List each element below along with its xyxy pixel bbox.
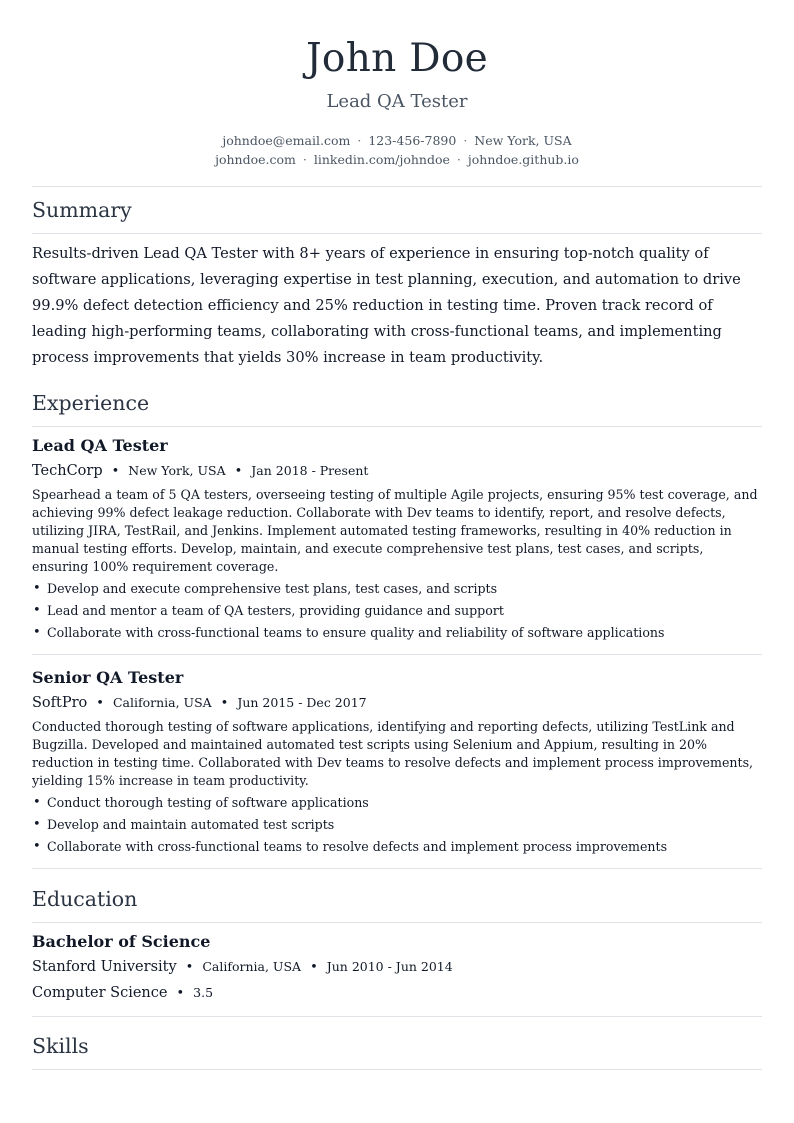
location-text: New York, USA [474,133,572,148]
divider [32,1016,762,1017]
separator: · [357,133,362,148]
bullet-separator: • [96,696,104,711]
job-meta [32,461,762,482]
experience-heading: Experience [32,391,150,415]
job-title: Senior QA Tester [32,668,184,687]
list-item: • Collaborate with cross-functional teams to resolve defects and implement process improvements [32,836,762,858]
education-section [32,886,762,1017]
website-link[interactable]: johndoe.com [215,152,296,167]
divider [32,922,762,923]
school-name: Stanford University [32,959,177,975]
field-of-study: Computer Science [32,985,168,1001]
job-description: Spearhead a team of 5 QA testers, overseeing testing of multiple Agile projects, ensuring 95% test coverage, and achieving 99% defect leakage reduction. Collaborate with Dev teams to identify, report, and resolve defects, utilizing JIRA, TestRail, and Jenkins. Implement automated testing frameworks, resulting in 40% reduction in manual testing efforts. Develop, maintain, and execute comprehensive test plans, test cases, and scripts, ensuring 100% requirement coverage. [32,487,758,574]
linkedin-link[interactable]: linkedin.com/johndoe [313,152,450,167]
job-description: Conducted thorough testing of software applications, identifying and reporting defects, utilizing TestLink and Bugzilla. Developed and maintained automated test scripts using Selenium and Appium, resulting in 20% reduction in testing time. Collaborated with Dev teams to resolve defects and implement process improvements, yielding 15% increase in team productivity. [32,719,754,788]
email-link[interactable]: johndoe@email.com [222,133,351,148]
bullet-separator: • [310,960,318,975]
skills-heading: Skills [32,1034,89,1058]
list-item: • Collaborate with cross-functional teams to ensure quality and reliability of software applications [32,622,762,644]
list-item: • Lead and mentor a team of QA testers, providing guidance and support [32,600,762,622]
summary-heading: Summary [32,198,132,222]
divider [32,1069,762,1070]
divider [32,654,762,655]
resume-header [32,0,762,169]
company-name: TechCorp [32,463,103,479]
candidate-name: John Doe [306,36,488,81]
bullet-separator: • [185,960,194,975]
experience-section [32,390,762,869]
divider [32,233,762,234]
candidate-title: Lead QA Tester [326,91,468,112]
contact-row-1 [32,131,762,150]
education-heading: Education [32,887,138,911]
divider [32,426,762,427]
degree-title: Bachelor of Science [32,932,211,951]
phone-text: 123-456-7890 [368,133,457,148]
list-item: • Develop and maintain automated test scripts [32,814,762,836]
education-field-line [32,983,762,1004]
contact-info [32,131,762,169]
summary-text: Results-driven Lead QA Tester with 8+ years of experience in ensuring top-notch quality of software applications, leveraging expertise in test planning, execution, and automation to drive 99.9% defect detection efficiency and 25% reduction in testing time. Proven track record of leading high-performing teams, collaborating with cross-functional teams, and implementing process improvements that yields 30% increase in team productivity. [32,245,741,366]
education-meta [32,957,762,978]
bullet-separator: • [111,464,120,479]
job-location: California, USA [112,695,212,710]
job-dates: Jun 2015 - Dec 2017 [237,695,367,710]
school-location: California, USA [202,959,302,974]
list-item: • Conduct thorough testing of software applications [32,792,762,814]
skills-section [32,1033,762,1070]
gpa-value: 3.5 [193,985,214,1000]
company-name: SoftPro [32,695,88,711]
job-bullets [32,578,762,644]
separator: · [463,133,468,148]
separator: · [302,152,307,167]
job-dates: Jan 2018 - Present [251,463,369,478]
job-meta [32,693,762,714]
divider [32,868,762,869]
contact-row-2 [32,150,762,169]
separator: · [456,152,461,167]
list-item: • Develop and execute comprehensive test plans, test cases, and scripts [32,578,762,600]
job-bullets [32,792,762,858]
job-entry [32,667,762,858]
job-location: New York, USA [128,463,226,478]
education-dates: Jun 2010 - Jun 2014 [326,959,453,974]
bullet-separator: • [234,464,243,479]
job-title: Lead QA Tester [32,436,168,455]
bullet-separator: • [176,986,185,1001]
divider [32,186,762,187]
github-link[interactable]: johndoe.github.io [467,152,579,167]
summary-section [32,197,762,371]
job-entry [32,435,762,644]
bullet-separator: • [220,696,229,711]
